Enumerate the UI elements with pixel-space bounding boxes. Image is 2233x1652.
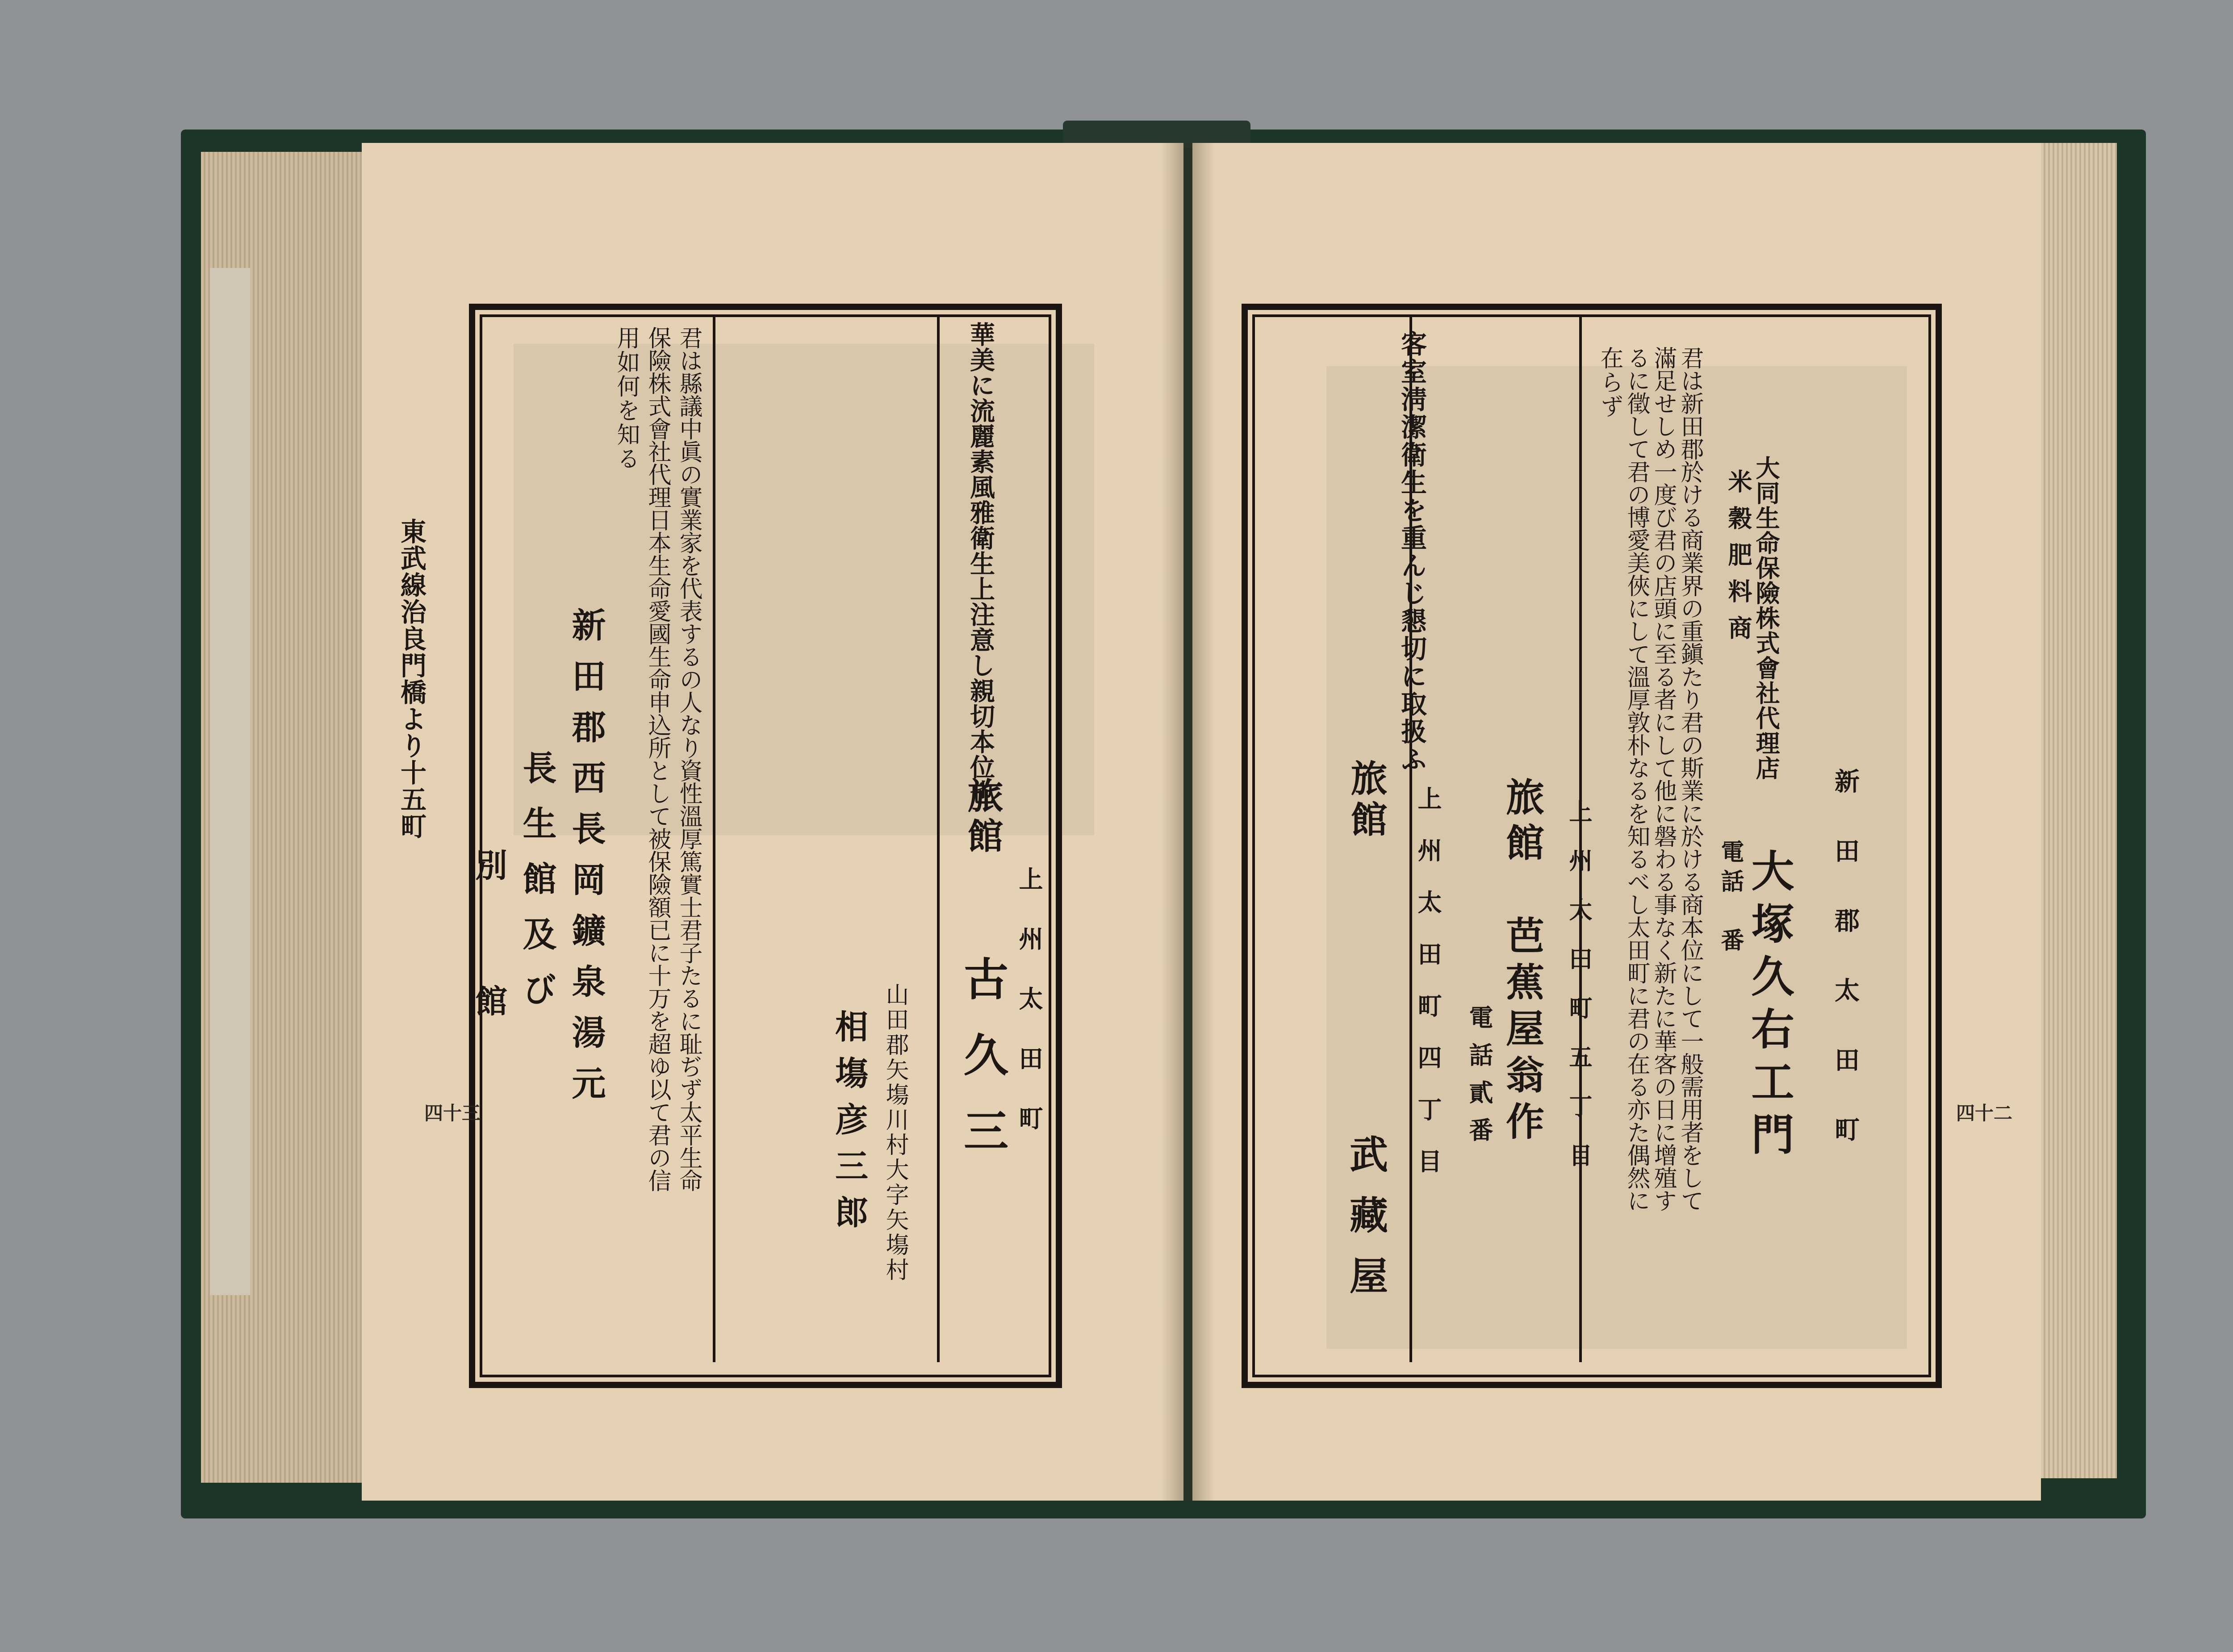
ad-access-note: 東武線治良門橋より十五町 xyxy=(396,518,427,840)
left-divider-2 xyxy=(713,317,715,1362)
ad-business-type: 旅館 xyxy=(1499,777,1544,868)
ad-business-name: 武藏屋 xyxy=(1343,1134,1388,1317)
ad-business-type: 旅館 xyxy=(1345,759,1388,841)
page-number: 四十二 xyxy=(1956,1102,2013,1124)
ad-body-line: 在らず xyxy=(1596,346,1623,418)
right-page xyxy=(1192,143,2041,1501)
ad-business-name: 古久三 xyxy=(956,956,1009,1184)
ad-body-line: 君は縣議中眞の實業家を代表するの人なり資性溫厚篤實士君子たるに耻ぢず太平生命 xyxy=(675,326,702,1192)
ad-business-name: 相塲彦三郎 xyxy=(830,1009,868,1242)
page-number: 四十三 xyxy=(424,1102,481,1124)
ad-business-name: 別 館 xyxy=(470,849,508,1052)
ad-body-line: 用如何を知る xyxy=(613,326,640,471)
ad-phone: 電話 番 xyxy=(1717,840,1744,958)
ad-agency: 大同生命保險株式會社代理店 xyxy=(1752,456,1781,781)
ad-slogan: 客室淸潔衛生を重んじ懇切に取扱ふ xyxy=(1397,330,1427,774)
ad-address: 新田郡太田町 xyxy=(1831,768,1860,1186)
ad-body-line: るに徵して君の博愛美俠にして溫厚敦朴なるを知るべし太田町に君の在る亦た偶然に xyxy=(1623,346,1650,1212)
ad-body-line: 保險株式會社代理日本生命愛國生命申込所として被保險額已に十万を超ゆ以て君の信 xyxy=(644,326,671,1192)
ad-address: 新田郡西長岡鑛泉湯元 xyxy=(566,607,606,1117)
ad-address: 上州太田町五丁目 xyxy=(1565,799,1592,1192)
ad-address: 上州太田町四丁目 xyxy=(1414,786,1443,1200)
ad-body-line: 滿足せしめ一度び君の店頭に至る者にして他に磐わる事なく新たに華客の日に增殖す xyxy=(1650,346,1677,1212)
ad-business-name: 長生館及び xyxy=(517,750,557,1027)
ad-address: 上州太田町 xyxy=(1015,866,1044,1166)
ad-address: 山田郡矢塲川村大字矢塲村 xyxy=(882,983,908,1283)
ad-business-type: 旅館 xyxy=(962,777,1004,857)
left-page xyxy=(362,143,1183,1501)
gutter-shadow xyxy=(1161,143,1215,1501)
left-tab-strip xyxy=(210,268,250,1295)
left-divider-1 xyxy=(937,317,940,1362)
ad-business-name: 芭蕉屋翁作 xyxy=(1499,916,1544,1148)
ad-business-name: 大塚久右工門 xyxy=(1744,849,1795,1165)
ad-slogan: 華美に流麗素風雅衛生上注意し親切本位也 xyxy=(966,322,995,805)
ad-trade: 米穀肥料商 xyxy=(1724,469,1753,652)
ad-phone: 電話貳番 xyxy=(1465,1005,1494,1155)
ad-body-line: 君は新田郡於ける商業界の重鎭たり君の斯業に於ける商本位にして一般需用者をして xyxy=(1677,346,1703,1212)
